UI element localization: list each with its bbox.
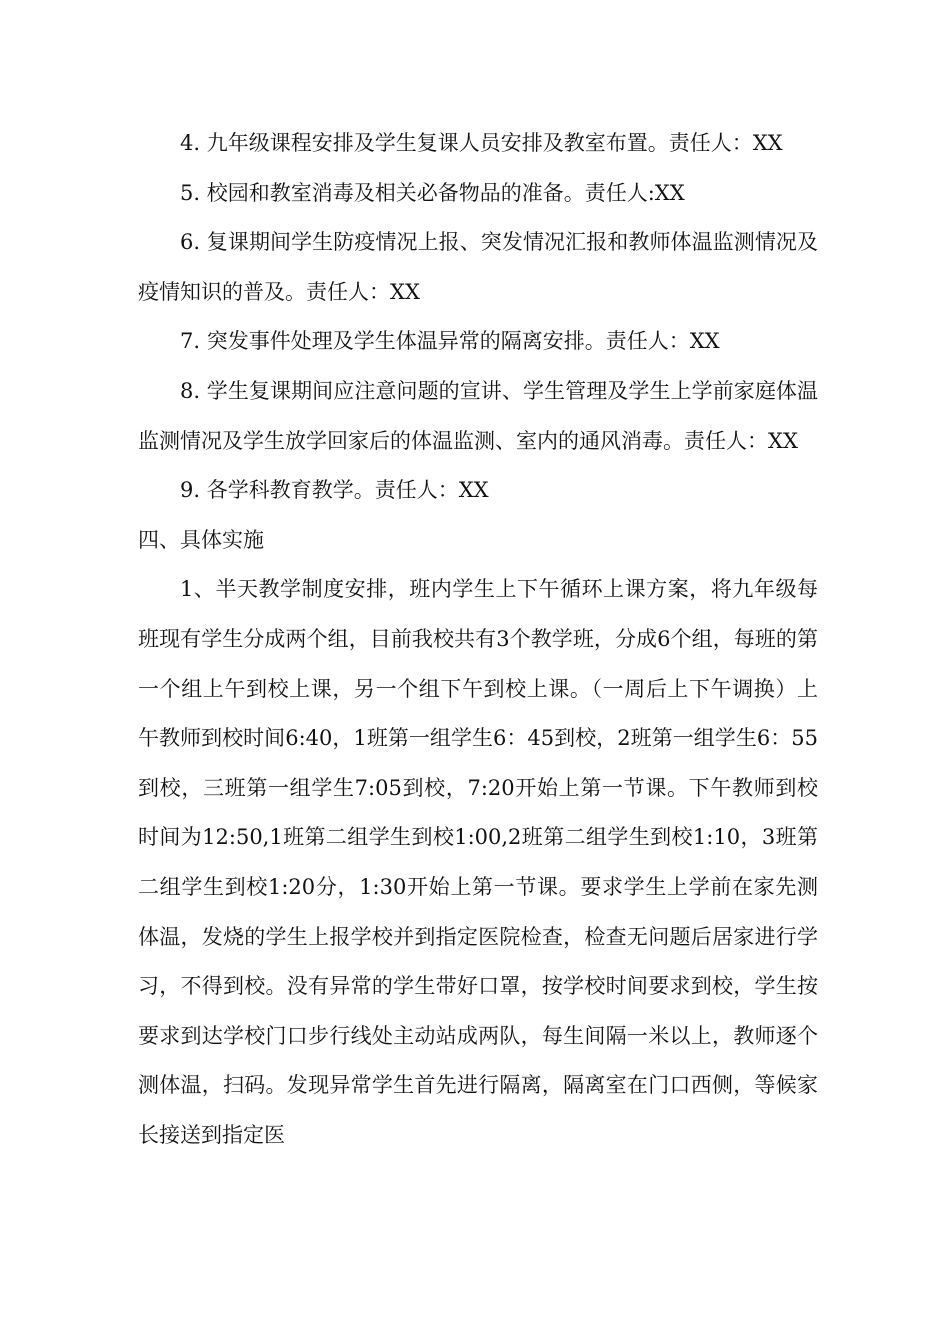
section-heading: 四、具体实施 — [138, 527, 264, 552]
responsibility-item-7: 7. 突发事件处理及学生体温异常的隔离安排。责任人：XX — [180, 329, 720, 354]
implementation-paragraph: 1、半天教学制度安排，班内学生上下午循环上课方案，将九年级每班现有学生分成两个组，目前我校共有3个教学班，分成6个组，每班的第一个组上午到校上课，另一个组下午到校上课。（一周后上下午调换）上午教师到校时间6:40，1班第一组学生6：45到校，2班第一组学生6：55到校，三班第一组学生7:05到校，7:20开始上第一节课。下午教师到校时间为12:50,1班第二组学生到校1:00,2班第二组学生到校1:10，3班第二组学生到校1:20分，1:30开始上第一节课。要求学生上学前在家先测体温，发烧的学生上报学校并到指定医院检查，检查无问题后居家进行学习，不得到校。没有异常的学生带好口罩，按学校时间要求到校，学生按要求到达学校门口步行线处主动站成两队，每生间隔一米以上，教师逐个测体温，扫码。发现异常学生首先进行隔离，隔离室在门口西侧，等候家长接送到指定医 — [138, 577, 818, 1147]
responsibility-item-8: 8. 学生复课期间应注意问题的宣讲、学生管理及学生上学前家庭体温监测情况及学生放学回家后的体温监测、室内的通风消毒。责任人：XX — [138, 378, 818, 453]
document-body — [138, 119, 818, 1160]
responsibility-item-5: 5. 校园和教室消毒及相关必备物品的准备。责任人:XX — [180, 180, 685, 205]
responsibility-item-4: 4. 九年级课程安排及学生复课人员安排及教室布置。责任人：XX — [180, 131, 783, 155]
responsibility-item-6: 6. 复课期间学生防疫情况上报、突发情况汇报和教师体温监测情况及疫情知识的普及。责任人：XX — [138, 230, 818, 304]
responsibility-item-9: 9. 各学科教育教学。责任人：XX — [180, 478, 489, 503]
